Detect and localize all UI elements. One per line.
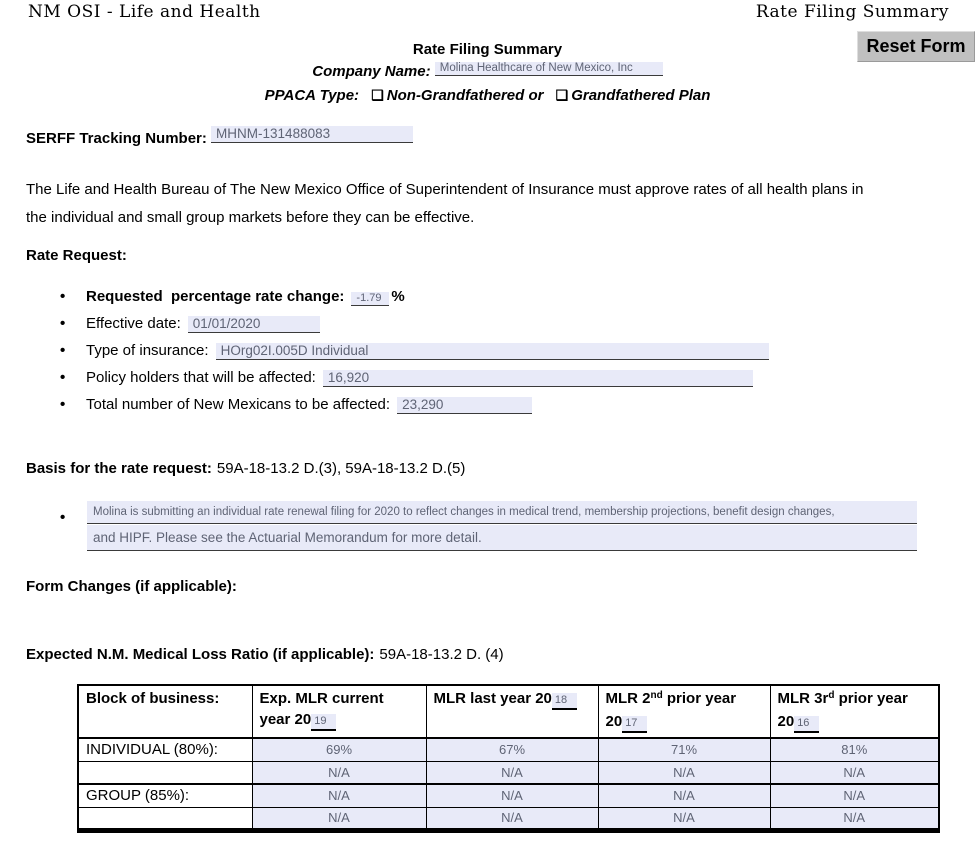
insurance-type-label: Type of insurance: — [86, 342, 209, 359]
rate-request-list — [60, 288, 769, 423]
form-changes-heading: Form Changes (if applicable): — [26, 578, 237, 595]
table-row — [78, 738, 939, 761]
header-text: 20 — [777, 713, 795, 730]
header-text: prior year — [662, 690, 737, 707]
table-row — [78, 761, 939, 784]
mlr-table-header-row — [78, 685, 939, 738]
superscript: nd — [650, 690, 663, 701]
rate-request-heading: Rate Request: — [26, 247, 127, 264]
mlr-citation: 59A-18-13.2 D. (4) — [379, 646, 504, 663]
mlr-value-cell[interactable]: 71% — [598, 738, 770, 761]
basis-note-line2[interactable]: and HIPF. Please see the Actuarial Memorandum for more detail. — [87, 525, 917, 551]
header-text: prior year — [834, 690, 908, 707]
non-grandfathered-label: Non-Grandfathered or — [386, 87, 544, 104]
grandfathered-checkbox-icon[interactable]: ❑ — [555, 87, 569, 103]
header-text: Exp. MLR current — [259, 690, 384, 707]
row-label-individual: INDIVIDUAL (80%): — [78, 738, 252, 761]
mlr-value-cell[interactable]: N/A — [598, 761, 770, 784]
table-row — [78, 784, 939, 807]
header-text: year 20 — [259, 711, 312, 728]
basis-heading-row — [26, 460, 465, 477]
intro-paragraph: The Life and Health Bureau of The New Mexico Office of Superintendent of Insurance must approve rates of all health plans in the individual and small group markets before they can be effective. — [26, 181, 864, 226]
list-item — [60, 288, 769, 315]
mlr-value-cell[interactable]: N/A — [426, 807, 598, 830]
col-header-block-of-business: Block of business: — [78, 685, 252, 738]
col-header-mlr-3rd-prior — [770, 685, 939, 738]
rate-change-field[interactable]: -1.79 — [351, 292, 389, 306]
brand-header — [28, 2, 949, 22]
basis-note-field[interactable] — [87, 501, 917, 551]
mlr-value-cell[interactable]: N/A — [598, 784, 770, 807]
brand-left: NM OSI - Life and Health — [28, 2, 261, 22]
header-text: MLR 3r — [777, 690, 829, 707]
mlr-value-cell[interactable]: N/A — [770, 784, 939, 807]
mlr-value-cell[interactable]: 69% — [252, 738, 426, 761]
rate-change-suffix: % — [391, 288, 405, 305]
company-name-field[interactable]: Molina Healthcare of New Mexico, Inc — [435, 62, 663, 76]
list-item — [60, 342, 769, 369]
policy-holders-field[interactable]: 16,920 — [323, 370, 753, 387]
mlr-value-cell[interactable]: N/A — [426, 784, 598, 807]
serff-tracking-row — [26, 126, 413, 147]
row-label-empty — [78, 807, 252, 830]
mlr-value-cell[interactable]: N/A — [252, 761, 426, 784]
header-text: 20 — [605, 713, 623, 730]
non-grandfathered-checkbox-icon[interactable]: ❑ — [371, 87, 384, 103]
bullet-icon: • — [60, 342, 66, 359]
mlr-value-cell[interactable]: N/A — [770, 761, 939, 784]
mlr-heading-row — [26, 646, 504, 663]
effective-date-field[interactable]: 01/01/2020 — [188, 316, 320, 333]
insurance-type-field[interactable]: HOrg02I.005D Individual — [216, 343, 769, 360]
year-field-2nd-prior[interactable]: 17 — [622, 716, 647, 733]
mlr-table — [77, 684, 940, 833]
col-header-mlr-2nd-prior — [598, 685, 770, 738]
list-item — [60, 396, 769, 423]
list-item — [60, 369, 769, 396]
company-name-row — [0, 62, 975, 80]
brand-right: Rate Filing Summary — [755, 2, 949, 22]
col-header-exp-mlr-current — [252, 685, 426, 738]
bullet-icon: • — [60, 369, 66, 386]
mlr-value-cell[interactable]: 81% — [770, 738, 939, 761]
bullet-icon: • — [60, 396, 66, 413]
effective-date-label: Effective date: — [86, 315, 181, 332]
row-label-empty — [78, 761, 252, 784]
header-text: MLR last year 20 — [433, 690, 552, 707]
reset-form-button[interactable]: Reset Form — [857, 31, 975, 62]
total-affected-label: Total number of New Mexicans to be affected: — [86, 396, 391, 413]
header-text: MLR 2 — [605, 690, 651, 707]
year-field-3rd-prior[interactable]: 16 — [794, 716, 819, 733]
basis-heading: Basis for the rate request: — [26, 460, 212, 477]
title-block — [0, 41, 975, 104]
basis-note-line1[interactable]: Molina is submitting an individual rate renewal filing for 2020 to reflect changes in medical trend, membership projections, benefit design changes, — [87, 501, 917, 524]
mlr-value-cell[interactable]: N/A — [252, 807, 426, 830]
superscript: d — [828, 690, 835, 701]
bullet-icon: • — [60, 288, 66, 305]
policy-holders-label: Policy holders that will be affected: — [86, 369, 316, 386]
year-field-current[interactable]: 19 — [311, 714, 336, 731]
serff-tracking-label: SERFF Tracking Number: — [26, 130, 207, 147]
ppaca-type-row — [0, 87, 975, 104]
total-affected-field[interactable]: 23,290 — [397, 397, 532, 414]
bullet-icon: • — [60, 315, 66, 332]
rate-change-label: Requested percentage rate change: — [86, 288, 345, 305]
mlr-value-cell[interactable]: N/A — [426, 761, 598, 784]
basis-citation: 59A-18-13.2 D.(3), 59A-18-13.2 D.(5) — [216, 460, 466, 477]
company-name-label: Company Name: — [312, 63, 431, 80]
col-header-mlr-last-year — [426, 685, 598, 738]
mlr-value-cell[interactable]: N/A — [598, 807, 770, 830]
mlr-value-cell[interactable]: N/A — [770, 807, 939, 830]
row-label-group: GROUP (85%): — [78, 784, 252, 807]
mlr-value-cell[interactable]: 67% — [426, 738, 598, 761]
mlr-heading: Expected N.M. Medical Loss Ratio (if applicable): — [26, 646, 375, 663]
table-row — [78, 807, 939, 830]
list-item — [60, 315, 769, 342]
ppaca-type-label: PPACA Type: — [264, 87, 360, 104]
serff-tracking-field[interactable]: MHNM-131488083 — [211, 126, 413, 143]
bullet-icon: • — [60, 509, 66, 526]
form-title: Rate Filing Summary — [412, 41, 563, 58]
year-field-last[interactable]: 18 — [552, 693, 577, 710]
mlr-value-cell[interactable]: N/A — [252, 784, 426, 807]
grandfathered-label: Grandfathered Plan — [571, 87, 711, 104]
basis-note-row — [60, 501, 917, 551]
